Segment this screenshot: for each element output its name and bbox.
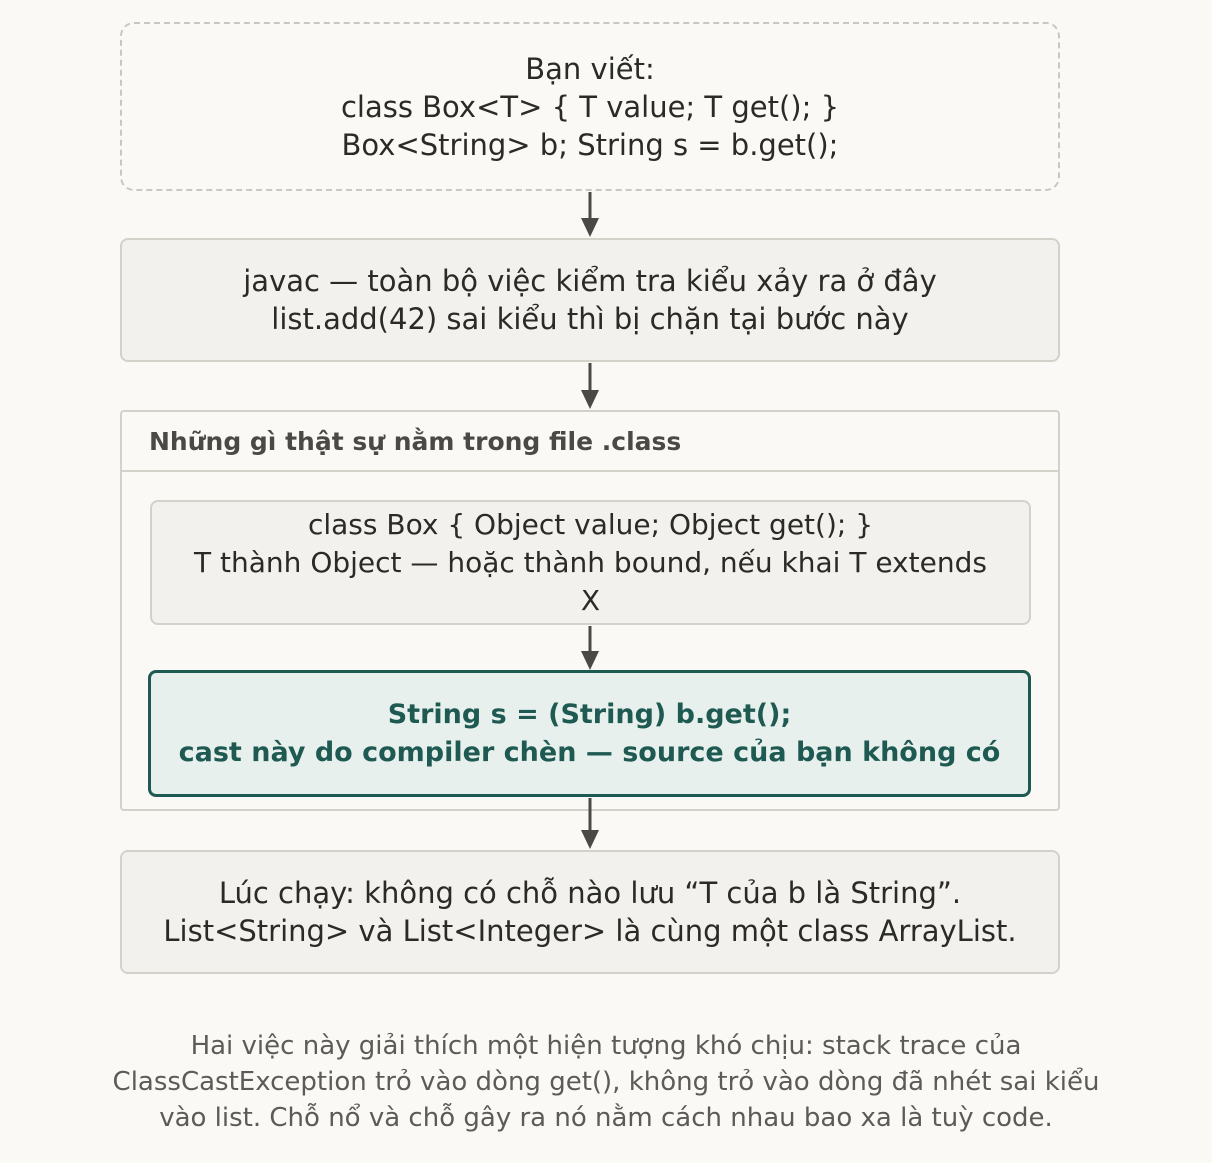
class-file-group-title: Những gì thật sự nằm trong file .class (149, 426, 682, 456)
source-class-line: class Box<T> { T value; T get(); } (340, 89, 840, 124)
caption-line-1: Hai việc này giải thích một hiện tượng khó chịu: stack trace của (190, 1031, 1022, 1061)
arrow-javac-to-classfile-head (581, 390, 599, 409)
source-heading: Bạn viết: (525, 51, 655, 86)
source-usage-line: Box<String> b; String s = b.get(); (341, 127, 839, 162)
erased-line-2: T thành Object — hoặc thành bound, nếu khai T extends (194, 545, 987, 579)
caption-line-2: ClassCastException trỏ vào dòng get(), không trỏ vào dòng đã nhét sai kiểu (112, 1067, 1100, 1097)
javac-line-1: javac — toàn bộ việc kiểm tra kiểu xảy ra ở đây (243, 264, 937, 298)
erased-line-1: class Box { Object value; Object get(); } (307, 507, 874, 541)
arrow-cast-to-runtime-head (581, 830, 599, 849)
arrow-source-to-javac-head (581, 218, 599, 237)
runtime-line-1: Lúc chạy: không có chỗ nào lưu “T của b là String”. (218, 876, 962, 910)
cast-line-2: cast này do compiler chèn — source của bạn không có (178, 736, 1001, 768)
erased-line-3: X (580, 583, 601, 617)
cast-line-1: String s = (String) b.get(); (387, 698, 792, 730)
javac-line-2: list.add(42) sai kiểu thì bị chặn tại bước này (271, 302, 909, 336)
arrow-erased-to-cast-head (581, 651, 599, 670)
runtime-line-2: List<String> và List<Integer> là cùng một class ArrayList. (163, 914, 1017, 948)
caption-line-3: vào list. Chỗ nổ và chỗ gây ra nó nằm cách nhau bao xa là tuỳ code. (159, 1103, 1053, 1133)
